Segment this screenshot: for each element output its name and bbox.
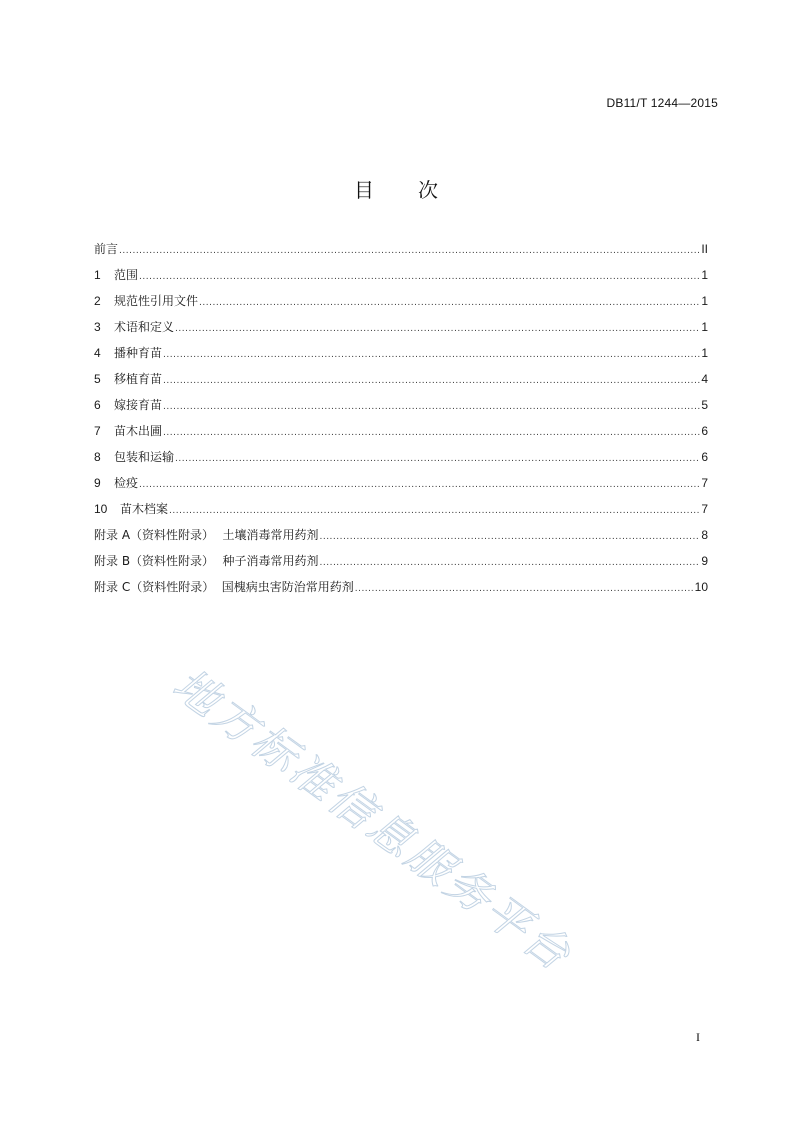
toc-entry-label: 播种育苗	[114, 346, 163, 360]
toc-entry[interactable]	[94, 500, 708, 526]
page-number: I	[696, 1030, 700, 1044]
dot-leader	[199, 294, 700, 312]
toc-entry-page: 1	[701, 268, 708, 282]
dot-leader	[163, 372, 700, 390]
toc-entry[interactable]	[94, 422, 708, 448]
toc-entry-page: 7	[701, 476, 708, 490]
toc-entry-number: 9	[94, 476, 101, 490]
toc-entry[interactable]	[94, 578, 708, 604]
toc-entry-number: 5	[94, 372, 101, 386]
toc-entry-label: 附录 B（资料性附录）	[94, 554, 215, 568]
toc-entry-page: 6	[701, 450, 708, 464]
toc-entry-page: II	[701, 242, 708, 256]
toc-entry-number: 2	[94, 294, 101, 308]
dot-leader	[169, 502, 700, 520]
toc-entry-label: 苗木出圃	[114, 424, 163, 438]
toc-entry-label: 包装和运输	[114, 450, 175, 464]
toc-entry-label: 附录 C（资料性附录）	[94, 580, 215, 594]
toc-entry-page: 1	[701, 346, 708, 360]
toc-entry-label: 苗木档案	[120, 502, 169, 516]
document-code: DB11/T 1244—2015	[606, 96, 718, 110]
toc-entry-page: 4	[701, 372, 708, 386]
dot-leader	[139, 476, 700, 494]
toc-entry-page: 10	[694, 580, 708, 594]
dot-leader	[163, 424, 700, 442]
toc-entry-page: 5	[701, 398, 708, 412]
dot-leader	[319, 528, 700, 546]
toc-entry-label: 附录 A（资料性附录）	[94, 528, 215, 542]
toc-entry[interactable]	[94, 318, 708, 344]
toc-entry[interactable]	[94, 344, 708, 370]
toc-entry-page: 1	[701, 294, 708, 308]
dot-leader	[119, 242, 700, 260]
toc-entry-label: 范围	[114, 268, 139, 282]
title-part-2: 次	[418, 178, 438, 202]
toc-entry-label: 前言	[94, 242, 119, 256]
toc-entry[interactable]	[94, 370, 708, 396]
toc-entry-subtitle: 国槐病虫害防治常用药剂	[221, 580, 354, 594]
title-part-1: 目	[354, 178, 374, 202]
toc-entry-label: 规范性引用文件	[114, 294, 199, 308]
toc-entry[interactable]	[94, 266, 708, 292]
toc-entry-number: 1	[94, 268, 101, 282]
toc-entry[interactable]	[94, 292, 708, 318]
toc-entry-subtitle: 土壤消毒常用药剂	[222, 528, 319, 542]
toc-entry-number: 10	[94, 502, 108, 516]
toc-entry-number: 8	[94, 450, 101, 464]
dot-leader	[175, 450, 700, 468]
toc-entry[interactable]	[94, 396, 708, 422]
toc-entry-label: 术语和定义	[114, 320, 175, 334]
toc-entry-number: 7	[94, 424, 101, 438]
toc-entry-page: 8	[701, 528, 708, 542]
toc-entry-page: 1	[701, 320, 708, 334]
table-of-contents	[94, 240, 708, 604]
dot-leader	[175, 320, 700, 338]
toc-entry[interactable]	[94, 448, 708, 474]
toc-entry[interactable]	[94, 240, 708, 266]
watermark: 地方标准信息服务平台	[163, 658, 582, 983]
dot-leader	[355, 580, 694, 598]
toc-entry[interactable]	[94, 474, 708, 500]
toc-entry-subtitle: 种子消毒常用药剂	[222, 554, 319, 568]
toc-entry-page: 9	[701, 554, 708, 568]
toc-entry-label: 嫁接育苗	[114, 398, 163, 412]
toc-entry-page: 7	[701, 502, 708, 516]
dot-leader	[163, 346, 700, 364]
toc-entry-page: 6	[701, 424, 708, 438]
toc-entry[interactable]	[94, 526, 708, 552]
toc-entry-number: 3	[94, 320, 101, 334]
toc-entry-label: 检疫	[114, 476, 139, 490]
toc-entry-number: 6	[94, 398, 101, 412]
dot-leader	[320, 554, 701, 572]
toc-entry-label: 移植育苗	[114, 372, 163, 386]
page-title	[0, 174, 792, 203]
toc-entry[interactable]	[94, 552, 708, 578]
dot-leader	[163, 398, 700, 416]
toc-entry-number: 4	[94, 346, 101, 360]
dot-leader	[139, 268, 700, 286]
